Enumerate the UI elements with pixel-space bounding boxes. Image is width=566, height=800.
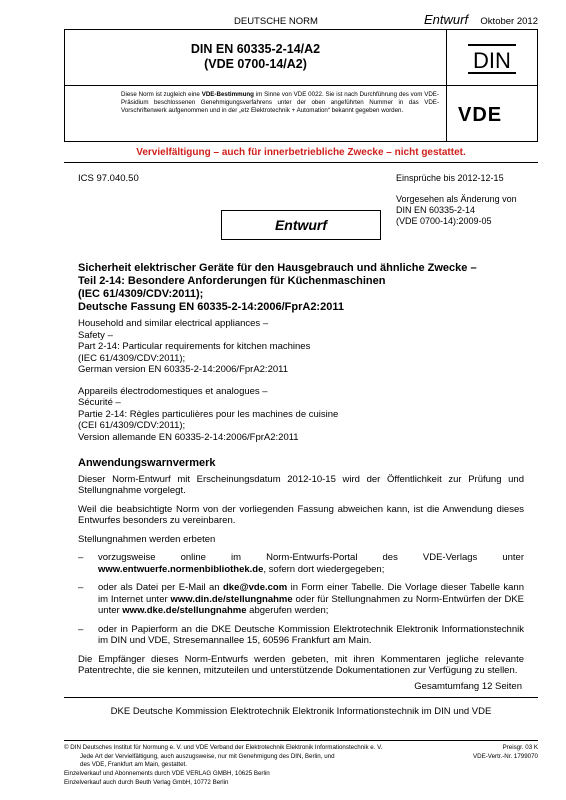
vde-logo: VDE xyxy=(458,104,503,126)
divider-line xyxy=(64,740,538,741)
norm-label: DEUTSCHE NORM xyxy=(234,16,318,27)
list-item-text: oder in Papierform an die DKE Deutsche Kommission Elektrotechnik Elektronik Informationstechnik im DIN und VDE, Stresemannallee 15, 60596 Frankfurt am Main. xyxy=(98,623,524,646)
reproduction-notice: Vervielfältigung – auch für innerbetriebliche Zwecke – nicht gestattet. xyxy=(136,147,466,158)
divider-line xyxy=(64,697,538,698)
portal-link[interactable]: www.entwuerfe.normenbibliothek.de xyxy=(98,563,264,575)
footer-price xyxy=(473,744,538,761)
dke-line: DKE Deutsche Kommission Elektrotechnik Elektronik Informationstechnik im DIN und VDE xyxy=(110,706,492,717)
vde-notice xyxy=(121,91,439,115)
standard-number-din: DIN EN 60335-2-14/A2 xyxy=(190,42,321,56)
paragraph: Stellungnahmen werden erbeten xyxy=(78,533,216,545)
vde-distribution-number: VDE-Vertr.-Nr. 1799070 xyxy=(473,752,538,760)
title-en-line: (IEC 61/4309/CDV:2011); xyxy=(78,352,186,364)
din-link[interactable]: www.din.de/stellungnahme xyxy=(170,593,293,605)
ics-code: ICS 97.040.50 xyxy=(78,173,139,184)
dke-link[interactable]: www.dke.de/stellungnahme xyxy=(122,605,247,616)
title-en-line: German version EN 60335-2-14:2006/FprA2:2011 xyxy=(78,364,289,375)
vde-notice-bold: VDE-Bestimmung xyxy=(201,91,254,98)
comment-channels-list xyxy=(78,552,524,647)
divider-line xyxy=(64,162,538,163)
vde-notice-text-1: Diese Norm ist zugleich eine xyxy=(121,91,202,98)
din-logo xyxy=(468,44,516,74)
intended-amendment-3: (VDE 0700-14):2009-05 xyxy=(396,216,492,226)
paragraph: Dieser Norm-Entwurf mit Erscheinungsdatum 2012-10-15 wird der Öffentlichkeit zur Prüfung und Stellungnahme vorgelegt. xyxy=(78,473,524,496)
list-item-text xyxy=(98,552,524,575)
title-english xyxy=(78,318,538,376)
text-run: oder als Datei per E-Mail an xyxy=(98,582,223,593)
header-divider-horizontal xyxy=(65,85,537,86)
title-de-line: Teil 2-14: Besondere Anforderungen für Küchenmaschinen xyxy=(78,275,386,287)
title-german xyxy=(78,262,538,314)
top-bar xyxy=(64,14,538,28)
price-group: Preisgr. 03 K xyxy=(502,744,538,751)
title-en-line: Safety – xyxy=(78,329,113,341)
title-fr-line: Version allemande EN 60335-2-14:2006/FprA2:2011 xyxy=(78,431,299,443)
draft-box: Entwurf xyxy=(221,210,381,240)
title-french xyxy=(78,386,538,444)
intended-amendment-1: Vorgesehen als Änderung von xyxy=(396,194,517,204)
din-logo-text: DIN xyxy=(473,48,511,73)
title-de-line: (IEC 61/4309/CDV:2011); xyxy=(78,288,204,300)
intended-amendment-2: DIN EN 60335-2-14 xyxy=(396,205,476,215)
objection-deadline: Einsprüche bis 2012-12-15 xyxy=(396,173,504,183)
dash-bullet: – xyxy=(78,552,84,563)
email-link[interactable]: dke@vde.com xyxy=(223,582,288,593)
section-heading: Anwendungswarnvermerk xyxy=(78,457,216,469)
text-run: vorzugsweise online im Norm-Entwurfs-Portal des VDE-Verlags unter xyxy=(98,552,524,563)
title-fr-line: (CEI 61/4309/CDV:2011); xyxy=(78,420,186,431)
list-item xyxy=(78,582,524,617)
total-pages: Gesamtumfang 12 Seiten xyxy=(414,681,522,692)
title-fr-line: Appareils électrodomestiques et analogues – xyxy=(78,385,268,397)
footer-copyright xyxy=(64,744,464,788)
text-run: oder für Stellungnahmen zu Norm-Entwürfen der DKE unter xyxy=(98,593,524,616)
dash-bullet: – xyxy=(78,623,84,635)
list-item-text xyxy=(98,582,524,617)
standard-number-vde: (VDE 0700-14/A2) xyxy=(204,57,307,71)
footer-line: Jede Art der Vervielfältigung, auch auszugsweise, nur mit Genehmigung des DIN, Berlin, und xyxy=(80,752,335,760)
text-run: abgerufen werden; xyxy=(246,605,329,616)
title-en-line: Household and similar electrical appliances – xyxy=(78,318,269,329)
warning-section xyxy=(78,458,524,684)
title-fr-line: Partie 2-14: Règles particulières pour les machines de cuisine xyxy=(78,408,339,420)
vde-notice-text-2: im Sinne von VDE 0022. Sie ist nach Durchführung des vom VDE-Präsidium beschlossenen Genehmigungsverfahrens unter der oben angeführten Nummer in das VDE-Vorschriftenwerk aufgenommen und in der „etz Elektrotechnik + Automation“ bekannt gegeben worden. xyxy=(121,91,439,114)
title-de-line: Deutsche Fassung EN 60335-2-14:2006/FprA2:2011 xyxy=(78,301,344,313)
footer-line: des VDE, Frankfurt am Main, gestattet. xyxy=(80,761,187,768)
title-de-line: Sicherheit elektrischer Geräte für den Hausgebrauch und ähnliche Zwecke – xyxy=(78,262,477,274)
footer-line: Einzelverkauf und Abonnements durch VDE VERLAG GMBH, 10625 Berlin xyxy=(64,769,270,777)
list-item xyxy=(78,552,524,575)
title-en-line: Part 2-14: Particular requirements for kitchen machines xyxy=(78,341,311,352)
standard-number xyxy=(65,42,446,72)
issue-date: Oktober 2012 xyxy=(480,16,538,27)
title-fr-line: Sécurité – xyxy=(78,397,121,408)
entwurf-label: Entwurf xyxy=(424,12,469,27)
list-item xyxy=(78,624,524,647)
header-box xyxy=(64,29,538,142)
paragraph: Weil die beabsichtigte Norm von der vorliegenden Fassung abweichen kann, ist die Anwendung dieses Entwurfes besonders zu vereinbaren. xyxy=(78,503,524,526)
dash-bullet: – xyxy=(78,582,84,593)
text-run: in Form einer Tabelle. Die Vorlage dieser Tabelle kann im Internet unter xyxy=(98,582,524,605)
meta-block xyxy=(396,173,546,227)
footer-line: Einzelverkauf auch durch Beuth Verlag GmbH, 10772 Berlin xyxy=(64,779,229,786)
footer-line: © DIN Deutsches Institut für Normung e. V. und VDE Verband der Elektrotechnik Elektronik Informationstechnik e. V. xyxy=(64,744,383,751)
paragraph: Die Empfänger dieses Norm-Entwurfs werden gebeten, mit ihren Kommentaren jegliche relevante Patentrechte, die sie kennen, mitzuteilen und unterstützende Dokumentationen zur Verfügung zu stellen. xyxy=(78,653,524,676)
text-run: , sofern dort wiedergegeben; xyxy=(263,563,385,575)
title-block xyxy=(78,262,538,443)
